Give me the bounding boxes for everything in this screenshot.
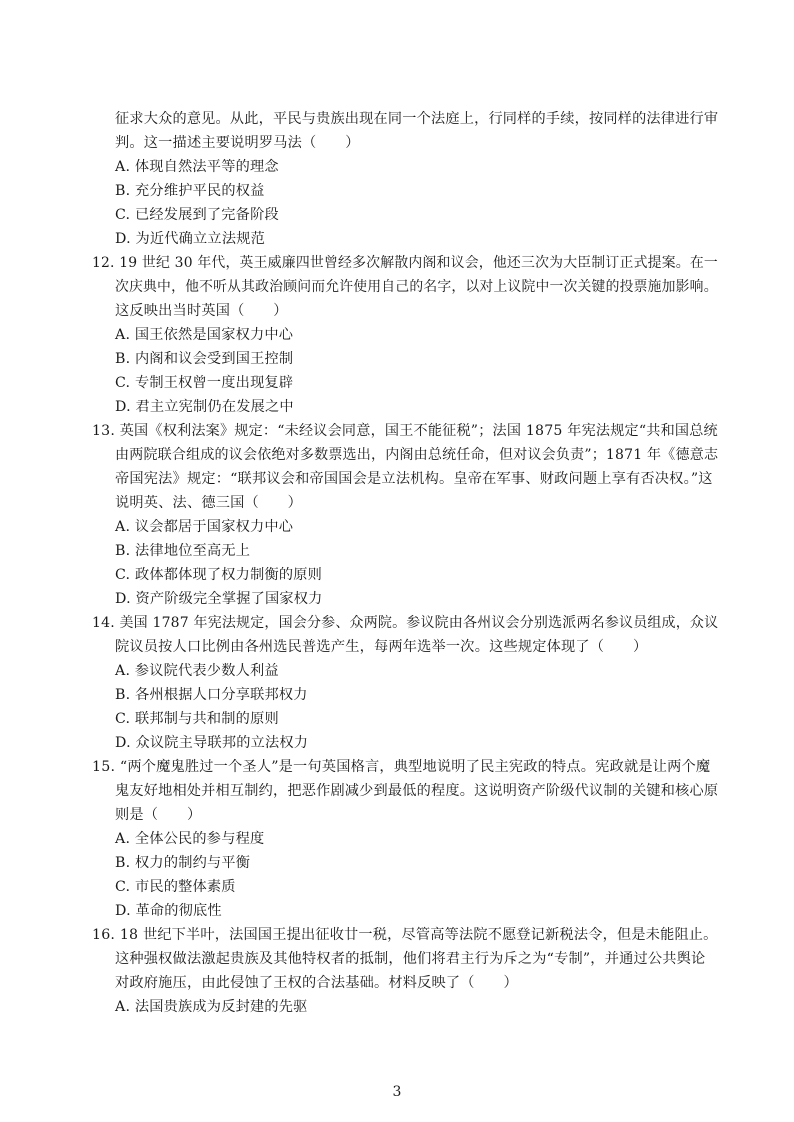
question-15-stem: 15. “两个魔鬼胜过一个圣人”是一句英国格言，典型地说明了民主宪政的特点。宪政就是让两个魔: [92, 759, 711, 775]
question-stem-line: 这反映出当时英国（ ）: [115, 303, 288, 319]
question-stem-line: 鬼友好地相处并相互制约，把恶作剧减少到最低的程度。这说明资产阶级代议制的关键和核心原: [115, 783, 719, 799]
option-b: B. 法律地位至高无上: [115, 543, 251, 559]
option-a: A. 国王依然是国家权力中心: [115, 327, 294, 343]
question-stem-line: 次庆典中，他不听从其政治顾问而允许使用自己的名字，以对上议院中一次关键的投票施加影响。: [115, 279, 718, 295]
option-b: B. 内阁和议会受到国王控制: [115, 351, 294, 367]
option-c: C. 政体都体现了权力制衡的原则: [115, 567, 323, 583]
question-12-stem: 12. 19 世纪 30 年代，英王威廉四世曾经多次解散内阁和议会，他还三次为大臣制订正式提案。在一: [92, 255, 719, 271]
question-stem-line: 帝国宪法》规定：“联邦议会和帝国国会是立法机构。皇帝在军事、财政问题上享有否决权。”这: [115, 471, 713, 487]
option-a: A. 参议院代表少数人利益: [115, 663, 279, 679]
option-a: A. 法国贵族成为反封建的先驱: [115, 999, 308, 1015]
question-stem-line: 则是（ ）: [115, 807, 202, 823]
option-a: A. 议会都居于国家权力中心: [115, 519, 294, 535]
option-b: B. 各州根据人口分享联邦权力: [115, 687, 308, 703]
option-d: D. 革命的彻底性: [115, 903, 222, 919]
option-c: C. 市民的整体素质: [115, 879, 236, 895]
question-stem-line: 说明英、法、德三国（ ）: [115, 495, 303, 511]
question-stem-line: 院议员按人口比例由各州选民普选产生，每两年选举一次。这些规定体现了（ ）: [115, 639, 648, 655]
question-stem-line: 判。这一描述主要说明罗马法（ ）: [115, 135, 360, 151]
option-c: C. 专制王权曾一度出现复辟: [115, 375, 294, 391]
option-d: D. 君主立宪制仍在发展之中: [115, 399, 294, 415]
option-d: D. 为近代确立立法规范: [115, 231, 265, 247]
question-13-stem: 13. 英国《权利法案》规定：“未经议会同意，国王不能征税”；法国 1875 年宪法规定“共和国总统: [92, 423, 718, 439]
option-a: A. 全体公民的参与程度: [115, 831, 265, 847]
option-d: D. 众议院主导联邦的立法权力: [115, 735, 309, 751]
option-d: D. 资产阶级完全掌握了国家权力: [115, 591, 323, 607]
question-14-stem: 14. 美国 1787 年宪法规定，国会分参、众两院。参议院由各州议会分别选派两名参议员组成，众议: [92, 615, 719, 631]
option-a: A. 体现自然法平等的理念: [115, 159, 279, 175]
option-c: C. 联邦制与共和制的原则: [115, 711, 279, 727]
option-b: B. 充分维护平民的权益: [115, 183, 265, 199]
question-16-stem: 16. 18 世纪下半叶，法国国王提出征收廿一税，尽管高等法院不愿登记新税法令，但是未能阻止。: [92, 927, 718, 943]
question-stem-line: 这种强权做法激起贵族及其他特权者的抵制，他们将君主行为斥之为“专制”，并通过公共舆论: [115, 951, 706, 967]
option-c: C. 已经发展到了完备阶段: [115, 207, 279, 223]
question-stem-line: 由两院联合组成的议会依绝对多数票选出，内阁由总统任命，但对议会负责”；1871 年《德意志: [115, 447, 719, 463]
option-b: B. 权力的制约与平衡: [115, 855, 251, 871]
page-number: 3: [392, 1084, 402, 1100]
question-stem-line: 征求大众的意见。从此，平民与贵族出现在同一个法庭上，行同样的手续，按同样的法律进行审: [115, 111, 719, 127]
question-stem-line: 对政府施压，由此侵蚀了王权的合法基础。材料反映了（ ）: [115, 975, 518, 991]
